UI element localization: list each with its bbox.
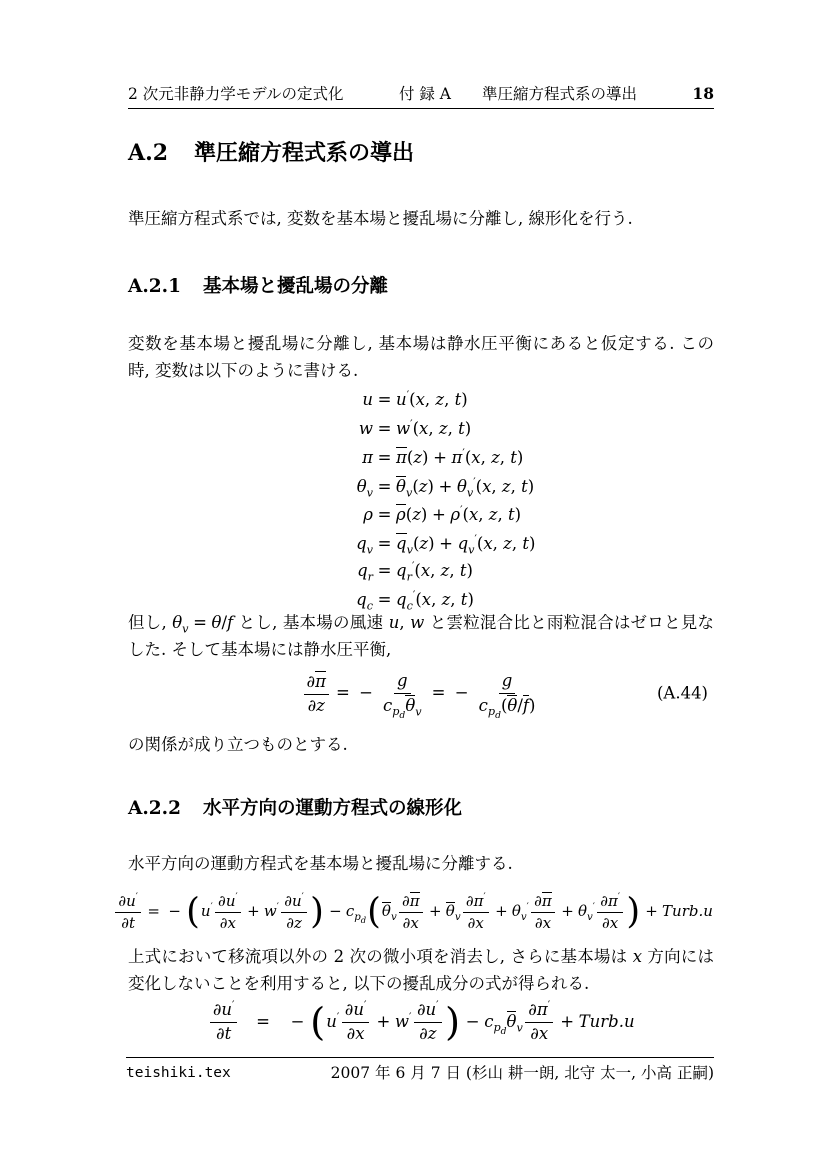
equation-block-decomposition xyxy=(343,390,535,618)
equation-row: $q_v$ = $q_v(z) + q_v'(x$, z, t) xyxy=(356,532,536,556)
running-header xyxy=(128,84,714,109)
subsection-heading-1 xyxy=(128,276,714,298)
footer-date-authors: 2007 年 6 月 7 日 (杉山 耕一朗, 北守 太一, 小高 正嗣) xyxy=(330,1064,714,1082)
paragraph-linearize: 上式において移流項以外の 2 次の微小項を消去し, さらに基本場は x 方向には変化しないことを利用すると, 以下の擾乱成分の式が得られる. xyxy=(128,947,714,993)
section-title: 準圧縮方程式系の導出 xyxy=(194,141,415,166)
equation-perturbation: $\frac{\partial u'}{\partial t}$ = − (u′ $\frac{\partial u'}{\partial x}$ + w′ $\frac{\partial u'}{\partial z}$ ) − $c_{p_d}\theta_v$ $\frac{\partial\pi'}{\partial x}$ + Turb.u xyxy=(128,994,714,1050)
subsection-title: 水平方向の運動方程式の線形化 xyxy=(202,798,462,819)
page-number: 18 xyxy=(692,84,714,103)
equation-row: $q_r$ = $q_r'(x$, z, t) xyxy=(357,559,473,584)
equation-row: u = u′(x, z, t) xyxy=(362,388,468,409)
equation-row: $\theta_v$ = $\theta_v(z) + \theta_v'(x$, z, t) xyxy=(356,475,535,499)
equation-a44-tag: (A.44) xyxy=(656,683,708,703)
equation-horizontal-momentum: $\frac{\partial u'}{\partial t}$ = − (u′ $\frac{\partial u'}{\partial x}$ + w′ $\frac{\partial u'}{\partial z}$ ) − $c_{p_d}(\theta_v$ $\frac{\partial\pi}{\partial x}$ + $\theta_v$ $\frac{\partial\pi'}{\partial x}$ + $\theta_v'$ $\frac{\partial\pi}{\partial x}$ + $\theta_v'$ $\frac{\partial\pi'}{\partial x}$ ) + Turb.u xyxy=(113,883,713,939)
equation-a44-body: $\frac{\partial\pi}{\partial z}$ = − $\frac{g}{c_{p_d}\theta_v}$ = − $\frac{g}{c_{p_d}(\theta/f)}$ xyxy=(301,683,541,702)
header-chapter-title: 2 次元非静力学モデルの定式化 xyxy=(128,85,344,103)
paragraph-separation: 変数を基本場と擾乱場に分離し, 基本場は静水圧平衡にあると仮定する. この時, 変数は以下のように書ける. xyxy=(128,334,714,380)
equation-row: $q_c$ = $q_c'(x$, z, t) xyxy=(356,588,474,612)
subsection-title: 基本場と擾乱場の分離 xyxy=(202,276,388,297)
equation-row: ρ = ρ(z) + ρ′(x, z, t) xyxy=(363,503,522,524)
section-heading xyxy=(128,140,714,167)
paragraph-horizontal: 水平方向の運動方程式を基本場と擾乱場に分離する. xyxy=(128,854,513,873)
subsection-heading-2 xyxy=(128,798,714,820)
section-number: A.2 xyxy=(128,140,169,166)
subsection-number: A.2.1 xyxy=(128,276,181,297)
header-appendix-title: 付 録 A 準圧縮方程式系の導出 xyxy=(398,85,637,103)
paragraph-relation: の関係が成り立つものとする. xyxy=(128,735,348,754)
equation-a44 xyxy=(128,665,714,721)
page-footer xyxy=(126,1057,714,1083)
paragraph-basic-state: 但し, $\theta_v = \theta/f$ とし, 基本場の風速 u, w と雲粒混合比と雨粒混合はゼロと見なした. そして基本場には静水圧平衡, xyxy=(128,613,714,659)
paragraph-intro: 準圧縮方程式系では, 変数を基本場と擾乱場に分離し, 線形化を行う. xyxy=(128,209,633,228)
subsection-number: A.2.2 xyxy=(128,798,181,819)
footer-filename: teishiki.tex xyxy=(126,1065,231,1081)
equation-row: w = w′(x, z, t) xyxy=(358,417,472,438)
equation-row: π = π(z) + π′(x, z, t) xyxy=(362,446,524,467)
